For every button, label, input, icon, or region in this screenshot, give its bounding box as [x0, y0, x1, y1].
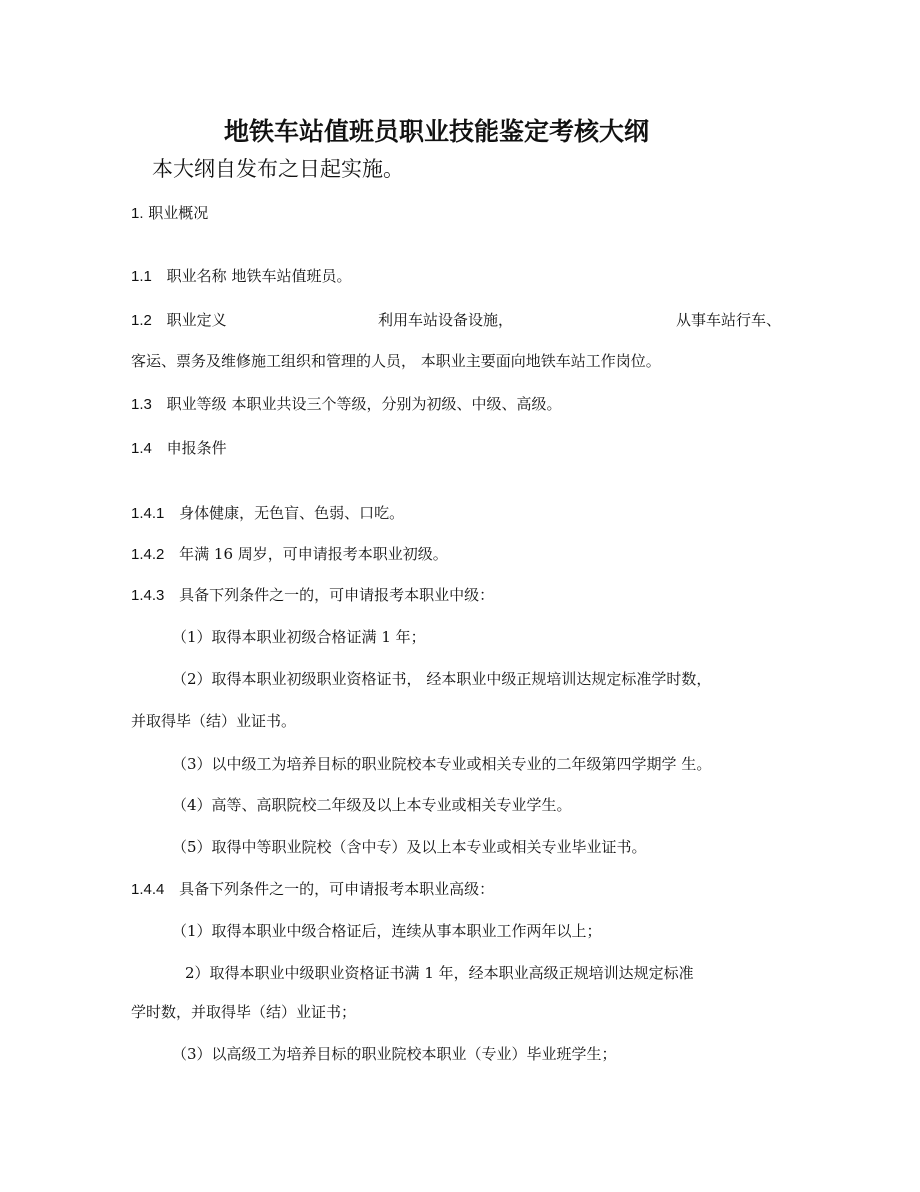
- condition-line: 学时数，并取得毕（结）业证书；: [131, 1003, 357, 1021]
- item-text: 具备下列条件之一的，可申请报考本职业中级：: [179, 586, 495, 604]
- item-number: 1.2: [131, 312, 152, 329]
- item-1-4-2: [131, 544, 448, 565]
- condition-line: 并取得毕（结）业证书。: [131, 712, 297, 730]
- condition-line: （3）以高级工为培养目标的职业院校本职业（专业）毕业班学生；: [172, 1045, 617, 1063]
- item-1-2-continuation: 客运、票务及维修施工组织和管理的人员， 本职业主要面向地铁车站工作岗位。: [131, 352, 661, 370]
- item-label: 申报条件: [166, 439, 227, 457]
- item-number: 1.4.3: [131, 587, 165, 604]
- item-1-1: [131, 266, 351, 287]
- item-number: 1.4.2: [131, 546, 165, 563]
- item-1-4: [131, 438, 227, 459]
- item-1-2-part-a: 利用车站设备设施，: [378, 311, 514, 329]
- item-label: 职业名称: [166, 267, 227, 285]
- item-number: 1.1: [131, 268, 152, 285]
- document-subtitle: 本大纲自发布之日起实施。: [152, 157, 404, 181]
- item-1-4-1: [131, 503, 404, 524]
- item-label: 职业等级: [166, 395, 227, 413]
- item-label: 职业定义: [166, 311, 227, 329]
- item-number: 1.4.1: [131, 505, 165, 522]
- document-title: 地铁车站值班员职业技能鉴定考核大纲: [224, 117, 650, 146]
- item-1-3: [131, 394, 561, 415]
- condition-line: （3）以中级工为培养目标的职业院校本专业或相关专业的二年级第四学期学 生。: [172, 755, 712, 773]
- section-heading: [131, 203, 208, 224]
- item-text: 年满 16 周岁，可申请报考本职业初级。: [179, 545, 448, 563]
- item-number: 1.3: [131, 396, 152, 413]
- section-label: 职业概况: [148, 204, 209, 222]
- item-text: 身体健康，无色盲、色弱、口吃。: [179, 504, 405, 522]
- item-1-4-4: [131, 879, 494, 900]
- item-number: 1.4: [131, 440, 152, 457]
- condition-line: （4）高等、高职院校二年级及以上本专业或相关专业学生。: [172, 796, 572, 814]
- section-number: 1.: [131, 205, 144, 222]
- condition-line: 2）取得本职业中级职业资格证书满 1 年，经本职业高级正规培训达规定标准: [185, 964, 694, 982]
- item-text: 具备下列条件之一的，可申请报考本职业高级：: [179, 880, 495, 898]
- condition-line: （1）取得本职业中级合格证后，连续从事本职业工作两年以上；: [172, 922, 602, 940]
- condition-line: （5）取得中等职业院校（含中专）及以上本专业或相关专业毕业证书。: [172, 838, 647, 856]
- condition-line: （1）取得本职业初级合格证满 1 年；: [172, 628, 426, 646]
- item-number: 1.4.4: [131, 881, 165, 898]
- item-text: 地铁车站值班员。: [231, 267, 352, 285]
- item-text: 本职业共设三个等级，分别为初级、中级、高级。: [231, 395, 562, 413]
- condition-line: （2）取得本职业初级职业资格证书， 经本职业中级正规培训达规定标准学时数，: [172, 670, 712, 688]
- item-1-4-3: [131, 585, 494, 606]
- item-1-2-part-b: 从事车站行车、: [676, 311, 782, 329]
- item-1-2: [131, 310, 227, 331]
